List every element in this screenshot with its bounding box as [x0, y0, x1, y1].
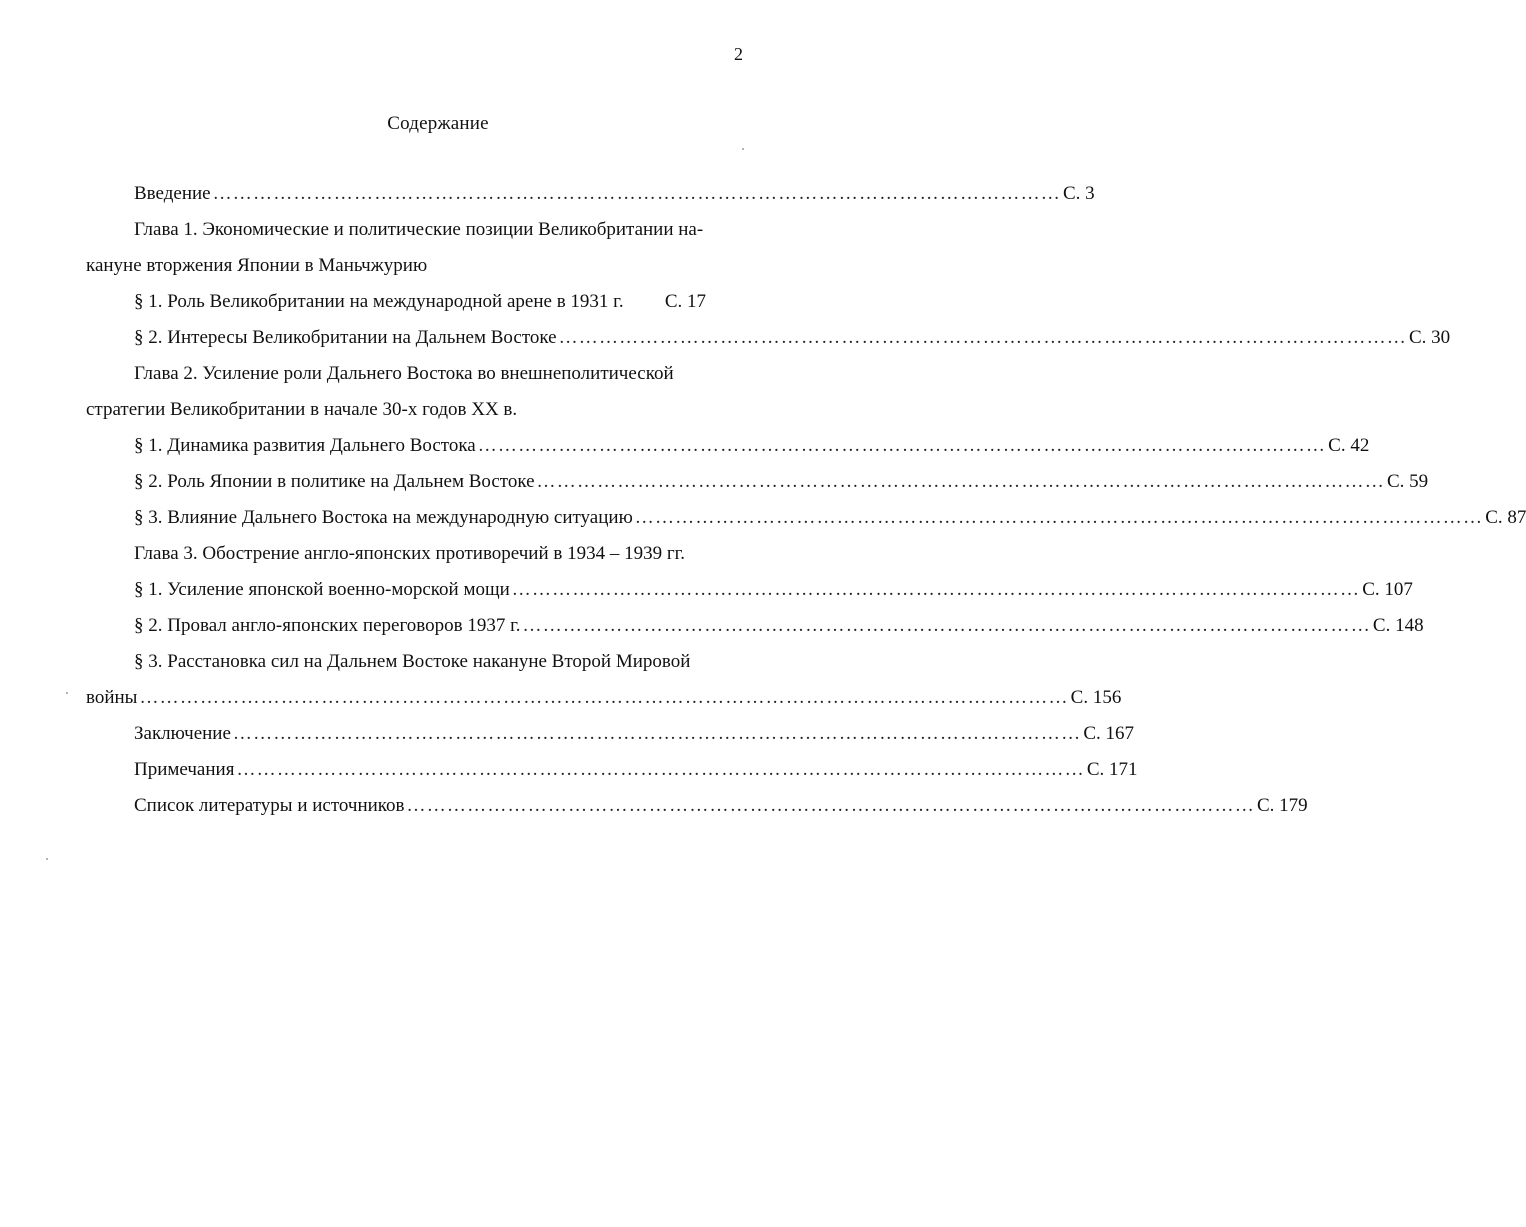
toc-entry-notes [134, 752, 1138, 788]
toc-chapter-1-heading-continued: кануне вторжения Японии в Маньчжурию [86, 255, 428, 276]
toc-entry-label: Заключение [134, 723, 231, 744]
toc-entry-page: С. 30 [1408, 327, 1451, 348]
leader-dots: ……………………………………………………………………………………………………………… [406, 795, 1255, 816]
leader-dots: ……………………………………………………………………………………………………………… [212, 183, 1061, 204]
toc-entry-page: С. 171 [1086, 759, 1138, 780]
toc-entry-introduction [134, 176, 1095, 212]
toc-chapter-2-heading-continued: стратегии Великобритании в начале 30-х годов XX в. [86, 399, 518, 420]
toc-ch3-section-3-heading: § 3. Расстановка сил на Дальнем Востоке накануне Второй Мировой [134, 651, 691, 672]
toc-entry-page: С. 42 [1328, 435, 1370, 456]
toc-entry-label: § 2. Интересы Великобритании на Дальнем Востоке [134, 327, 557, 348]
toc-chapter-3-heading: Глава 3. Обострение англо-японских противоречий в 1934 – 1939 гг. [134, 543, 686, 564]
toc-entry-page: С. 179 [1256, 795, 1308, 816]
toc-entry-page: С. 148 [1372, 615, 1424, 636]
toc-entry-page: С. 156 [1070, 687, 1122, 708]
leader-dots: ……………………………………………………………………………………………………………… [236, 759, 1085, 780]
toc-entry-page: С. 87 [1485, 507, 1526, 528]
toc-entry-ch2-section-1 [134, 428, 1370, 464]
toc-entry-label: войны [86, 687, 138, 708]
toc-entry-label: § 3. Влияние Дальнего Востока на международную ситуацию [134, 507, 633, 528]
leader-dots: ……………………………………………………………………………………………………………… [477, 435, 1327, 456]
toc-entry-label: Введение [134, 183, 211, 204]
toc-entry-label: § 2. Провал англо-японских переговоров 1937 г. [134, 615, 521, 636]
toc-entry-ch3-section-3 [86, 680, 1122, 716]
page-number: 2 [734, 44, 743, 64]
leader-dots: ……………………………………………………………………………………………………………… [232, 723, 1082, 744]
toc-entry-page: С. 3 [1063, 183, 1095, 204]
toc-entry-page: С. 167 [1083, 723, 1134, 744]
toc-chapter-1-heading: Глава 1. Экономические и политические позиции Великобритании на- [134, 219, 704, 240]
leader-dots: ………………………………………………………………………………………………………………………… [139, 687, 1069, 708]
toc-entry-label: § 1. Динамика развития Дальнего Востока [134, 435, 476, 456]
scan-speck [66, 692, 68, 694]
toc-entry-label: Примечания [134, 759, 235, 780]
toc-entry-ch1-section-1 [134, 284, 706, 320]
scan-speck [46, 858, 48, 860]
toc-entry-page: С. 17 [664, 291, 706, 312]
toc-entry-page: С. 59 [1386, 471, 1429, 492]
toc-entry-ch2-section-3 [134, 500, 1526, 536]
leader-dots: ……………………………………………………………………………………………………………… [511, 579, 1361, 600]
toc-entry-label: § 1. Усиление японской военно-морской мощи [134, 579, 510, 600]
toc-entry-label: § 2. Роль Японии в политике на Дальнем Востоке [134, 471, 535, 492]
leader-dots: ……………………………………………………………………………………………………………… [522, 615, 1371, 636]
toc-entry-bibliography [134, 788, 1308, 824]
toc-chapter-2-heading: Глава 2. Усиление роли Дальнего Востока во внешнеполитической [134, 363, 674, 384]
scan-speck [742, 148, 744, 150]
toc-entry-label: Список литературы и источников [134, 795, 405, 816]
toc-entry-label: § 1. Роль Великобритании на международной арене в 1931 г. [134, 291, 624, 312]
page-title: Содержание [387, 113, 489, 134]
toc-entry-conclusion [134, 716, 1134, 752]
toc-entry-ch3-section-2 [134, 608, 1424, 644]
toc-entry-page: С. 107 [1362, 579, 1413, 600]
leader-dots: ……………………………………………………………………………………………………………… [634, 507, 1484, 528]
leader-dots: ……………………………………………………………………………………………………………… [536, 471, 1385, 492]
toc-entry-ch2-section-2 [134, 464, 1429, 500]
toc-entry-ch1-section-2 [134, 320, 1451, 356]
toc-entry-ch3-section-1 [134, 572, 1413, 608]
leader-dots: ……………………………………………………………………………………………………………… [558, 327, 1407, 348]
